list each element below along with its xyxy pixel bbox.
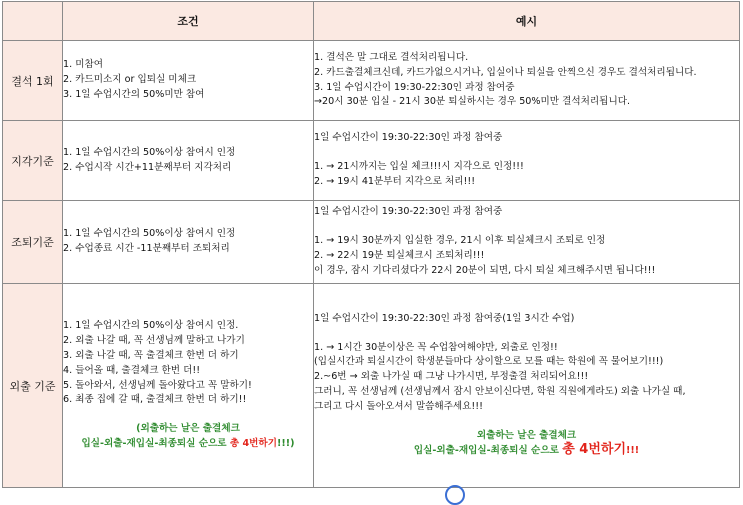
header-corner: [3, 2, 63, 41]
cursor-ring-icon: [445, 485, 465, 505]
example-line: 2. → 22시 19분 퇴실체크시 조퇴처리!!!: [314, 250, 485, 261]
condition-item: 2. 수업시작 시간+11분째부터 지각처리: [63, 161, 232, 173]
condition-item: 1. 1일 수업시간의 50%이상 참여시 인정: [63, 146, 236, 158]
row-examples: [314, 121, 740, 201]
example-line: 1. → 1시간 30분이상은 꼭 수업참여해야만, 외출로 인정!!: [314, 341, 558, 353]
row-conditions: [63, 284, 314, 488]
header-examples: 예시: [314, 2, 740, 41]
blank-line: [314, 327, 739, 341]
outing-note-title: (외출하는 날은 출결체크: [136, 423, 240, 435]
row-examples: [314, 284, 740, 488]
note-count-text: 총 4번하기: [229, 437, 277, 449]
attendance-rules-table: [2, 1, 740, 488]
header-conditions: 조건: [63, 2, 314, 41]
row-conditions: [63, 201, 314, 284]
row-category: 조퇴기준: [3, 201, 63, 284]
table-row-absence: [3, 41, 740, 121]
condition-item: 2. 카드미소지 or 입퇴실 미체크: [63, 74, 197, 86]
condition-item: 1. 1일 수업시간의 50%이상 참여시 인정: [63, 228, 236, 240]
row-category: 외출 기준: [3, 284, 63, 488]
example-line: 1. 결석은 말 그대로 결석처리됩니다.: [314, 51, 469, 63]
outing-note-steps: [314, 443, 739, 459]
example-line: 그러니, 꼭 선생님께 (선생님께서 잠시 안보이신다면, 학원 직원에게라도) 외출 나가실 때,: [314, 386, 686, 397]
example-line: 이 경우, 잠시 기다리셨다가 22시 20분이 되면, 다시 퇴실 체크해주시면 됩니다!!!: [314, 264, 656, 276]
example-line: (입실시간과 퇴실시간이 학생분들마다 상이할으로 모를 때는 학원에 꼭 물어보기!!!): [314, 356, 664, 368]
example-line: 2. → 19시 41분부터 지각으로 처리!!!: [314, 175, 476, 187]
note-steps-text: 입실-외출-재입실-최종퇴실 순으로: [413, 445, 563, 457]
condition-item: 5. 돌아와서, 선생님께 돌아왔다고 꼭 말하기!: [63, 379, 252, 391]
condition-item: 3. 1일 수업시간의 50%미만 참여: [63, 88, 205, 100]
example-line: 1. → 21시까지는 입실 체크!!!시 지각으로 인정!!!: [314, 161, 524, 173]
blank-line: [63, 408, 313, 422]
example-line: 1일 수업시간이 19:30-22:30인 과정 참여중: [314, 206, 503, 218]
header-row: [3, 2, 740, 41]
condition-item: 1. 1일 수업시간의 50%이상 참여시 인정.: [63, 320, 239, 332]
table-row-late: [3, 121, 740, 201]
example-line: 2. 카드출결체크신데, 카드가없으시거나, 입실이나 퇴실을 안찍으신 경우도 결석처리됩니다.: [314, 66, 697, 78]
example-line: 1일 수업시간이 19:30-22:30인 과정 참여중: [314, 132, 503, 144]
blank-line: [314, 146, 739, 160]
example-line: 1. → 19시 30분까지 입실한 경우, 21시 이후 퇴실체크시 조퇴로 인정: [314, 235, 606, 247]
example-line: →20시 30분 입실 - 21시 30분 퇴실하시는 경우 50%미만 결석처리됩니다.: [314, 96, 631, 108]
row-conditions: [63, 41, 314, 121]
row-examples: [314, 41, 740, 121]
note-count-text: 총 4번하기: [562, 442, 627, 458]
note-steps-text: 입실-외출-재입실-최종퇴실 순으로: [81, 437, 230, 449]
row-examples: [314, 201, 740, 284]
example-line: 2.~6번 → 외출 나가실 때 그냥 나가시면, 부정출결 처리되어요!!!: [314, 371, 589, 383]
table-row-outing: [3, 284, 740, 488]
condition-item: 2. 수업종료 시간 -11분째부터 조퇴처리: [63, 243, 230, 254]
outing-note-title: 외출하는 날은 출결체크: [476, 429, 577, 441]
note-end-text: !!!): [276, 437, 295, 449]
row-category: 지각기준: [3, 121, 63, 201]
example-line: 3. 1일 수업시간이 19:30-22:30인 과정 참여중: [314, 81, 515, 93]
condition-item: 6. 최종 집에 갈 때, 출결체크 한번 더 하기!!: [63, 394, 247, 406]
table-row-early-leave: [3, 201, 740, 284]
blank-line: [314, 415, 739, 429]
condition-item: 4. 들어올 때, 출결체크 한번 더!!: [63, 364, 201, 376]
example-line: 그리고 다시 돌아오셔서 말씀해주세요!!!: [314, 400, 483, 412]
blank-line: [314, 220, 739, 234]
condition-item: 3. 외출 나갈 때, 꼭 출결체크 한번 더 하기: [63, 349, 239, 361]
example-line: 1일 수업시간이 19:30-22:30인 과정 참여중(1일 3시간 수업): [314, 312, 575, 324]
condition-item: 2. 외출 나갈 때, 꼭 선생님께 말하고 나가기: [63, 335, 245, 347]
outing-note-steps: [63, 437, 313, 452]
row-category: 결석 1회: [3, 41, 63, 121]
row-conditions: [63, 121, 314, 201]
note-end-text: !!!: [626, 445, 640, 457]
condition-item: 1. 미참여: [63, 59, 104, 71]
